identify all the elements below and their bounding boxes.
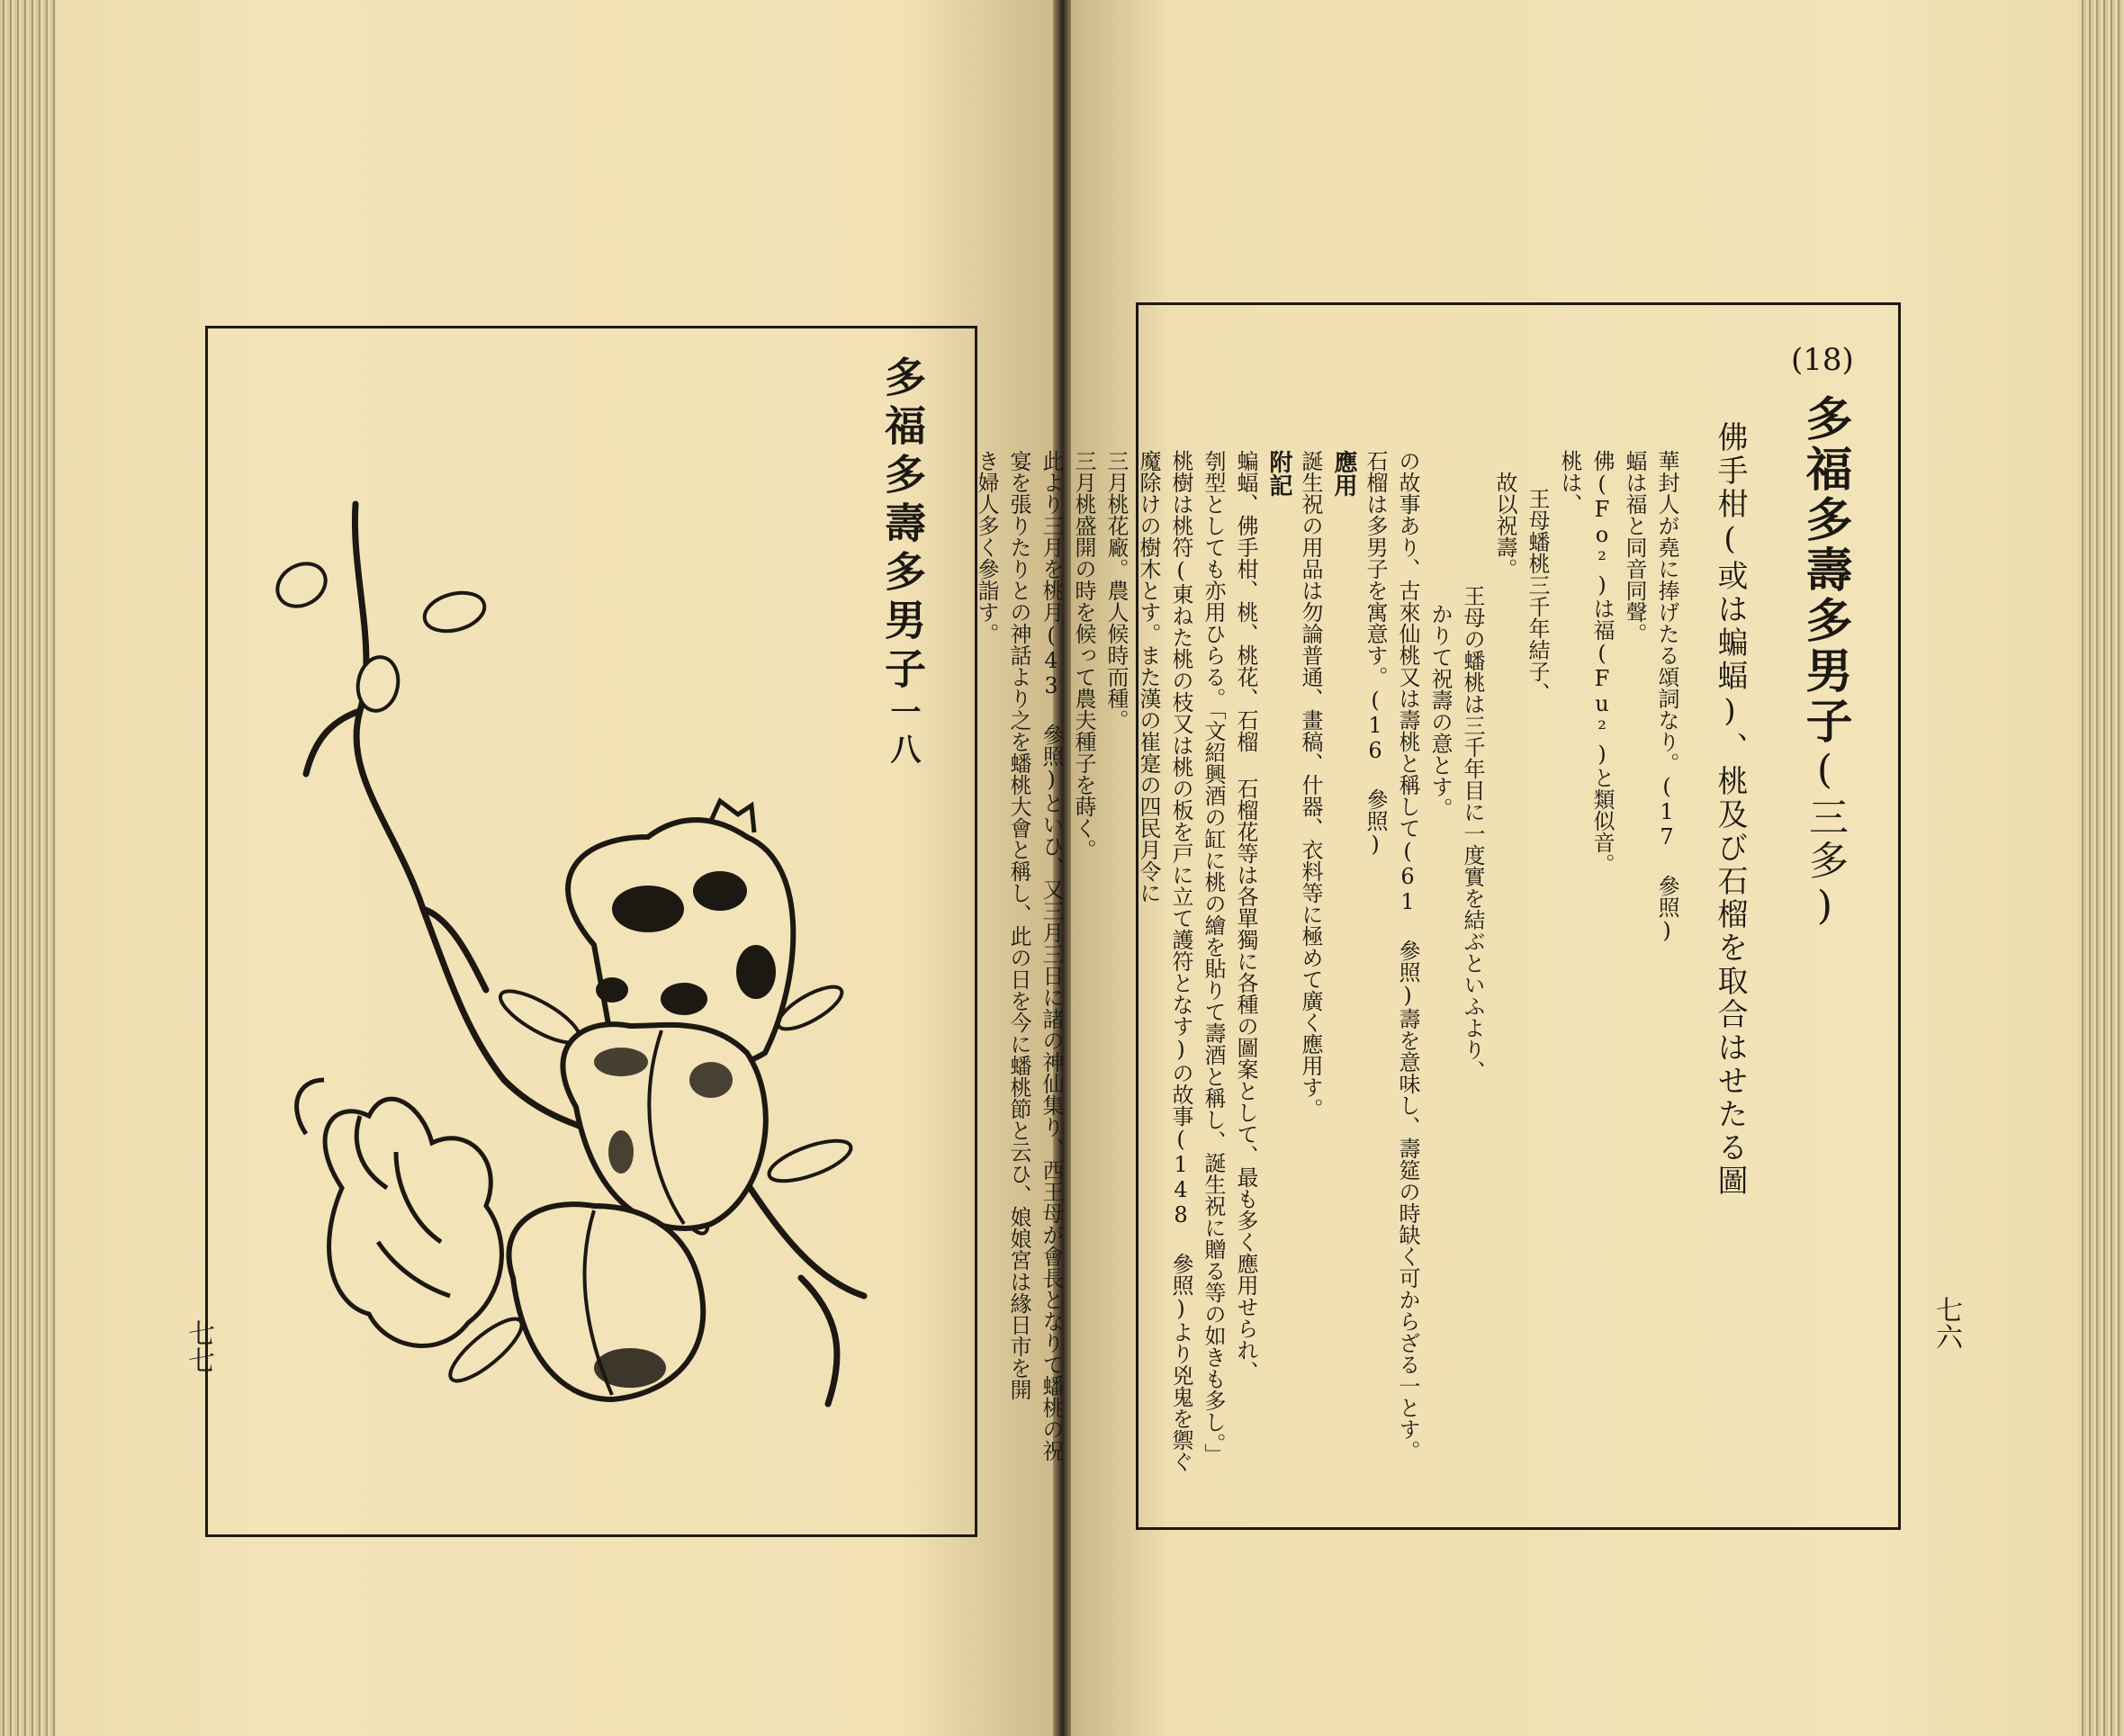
text-column: 刳型としても亦用ひらる。「文紹興酒の缸に桃の繪を貼りて壽酒と稱し、誕生祝に贈る等の如きも多し。」 (1201, 450, 1226, 1465)
text-column: 佛(Fo²)は福(Fu²)と類似音。 (1589, 450, 1615, 875)
page-number-right: 七六 (1930, 1296, 1962, 1350)
text-column: 魔除けの樹木とす。また漢の崔寔の四民月令に (1136, 450, 1161, 904)
buddhas-hand-citron (297, 1080, 502, 1345)
text-column: 誕生祝の用品は勿論普通、畫稿、什器、衣料等に極めて廣く應用す。 (1298, 450, 1323, 1120)
leaf (420, 587, 489, 637)
page-number-left: 七七 (183, 1319, 214, 1373)
text-column: 故以祝壽。 (1492, 472, 1517, 580)
text-column: 蝠は福と同音同聲。 (1622, 450, 1647, 644)
text-column: かりて祝壽の意とす。 (1427, 603, 1453, 819)
text-column: 石榴は多男子を寓意す。(16 參照) (1363, 450, 1388, 857)
entry-title: 多福多壽多男子(三多) (1797, 394, 1852, 932)
section-heading: 應用 (1330, 450, 1357, 497)
entry-subtitle: 佛手柑(或は蝙蝠)、桃及び石榴を取合はせたる圖 (1712, 421, 1748, 1198)
text-column: 蝙蝠、佛手柑、桃、桃花、石榴 石榴花等は各單獨に各種の圖案として、最も多く應用せられ、 (1233, 450, 1258, 1382)
plate-title: 多福多壽多男子一八 (878, 355, 927, 771)
leaf (764, 1133, 855, 1190)
entry-number: (18) (1791, 342, 1854, 378)
text-column: の故事あり、古來仙桃又は壽桃と稱して(61 參照)壽を意味し、壽筵の時缺く可からざる一とす。 (1395, 450, 1420, 1462)
text-column: 此より三月を桃月(43 參照)といひ、又三月三日に諸の神仙集り、西王母が會長となりて蟠桃の祝 (1039, 450, 1064, 1462)
branch-main (355, 504, 504, 1080)
text-column: 三月桃盛開の時を候って農夫種子を蒔く。 (1071, 450, 1096, 860)
text-column: 王母の蟠桃は三千年目に一度實を結ぶといふより、 (1460, 585, 1485, 1082)
text-column: 三月桃花廠。農人候時而種。 (1103, 450, 1129, 731)
text-column: 王母蟠桃三千年結子、 (1525, 488, 1550, 704)
leaf (270, 555, 333, 615)
text-column: 桃は、 (1557, 450, 1582, 515)
text-column: 宴を張りたりとの神話より之を蟠桃大會と稱し、此の日を今に蟠桃節と云ひ、娘娘宮は緣日市を開 (1006, 450, 1031, 1400)
text-column: き婦人多く參詣す。 (974, 450, 999, 644)
section-heading: 附記 (1265, 450, 1292, 497)
peach-upper (562, 1024, 765, 1228)
text-column: 桃樹は桃符(東ねた桃の枝又は桃の板を戸に立て護符となす)の故事(148 參照)より兇鬼を禦ぐ (1168, 450, 1193, 1472)
peach-lower (509, 1204, 704, 1399)
text-column: 華封人が堯に捧げたる頌詞なり。(17 參照) (1654, 450, 1679, 943)
